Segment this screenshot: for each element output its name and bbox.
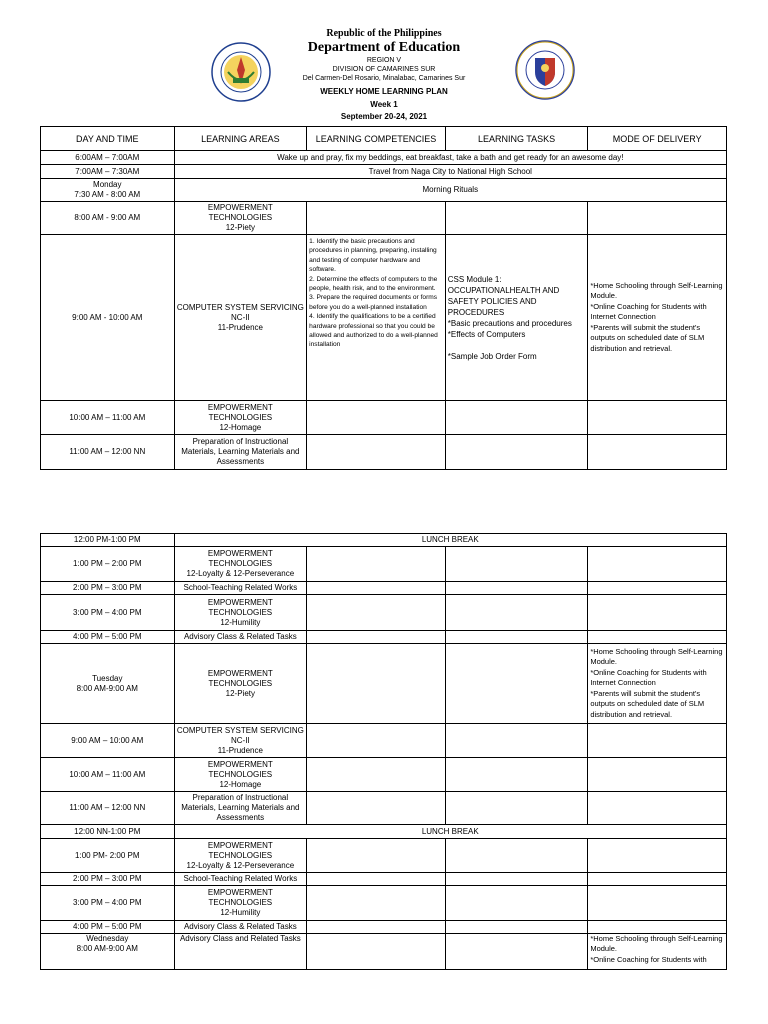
department-title: Department of Education — [307, 40, 461, 55]
time-cell: 4:00 PM – 5:00 PM — [41, 921, 175, 934]
week-label: Week 1 — [370, 100, 398, 109]
table-row — [41, 547, 727, 582]
learning-area-cell: Advisory Class & Related Tasks — [174, 921, 307, 934]
delivery-cell — [588, 435, 727, 470]
delivery-item: *Online Coaching for Students with Internet Connection — [590, 667, 707, 688]
time-cell: 12:00 NN-1:00 PM — [41, 825, 175, 839]
learning-area-cell: Advisory Class and Related Tasks — [174, 934, 307, 970]
school-seal-logo — [211, 42, 271, 102]
delivery-item: *Home Schooling through Self-Learning Module. — [590, 281, 723, 301]
time-cell: 11:00 AM – 12:00 NN — [41, 792, 175, 825]
activity-cell: Wake up and pray, fix my beddings, eat breakfast, take a bath and get ready for an awesome day! — [174, 151, 726, 165]
day-time-cell — [41, 934, 175, 970]
tasks-cell — [445, 401, 588, 435]
section-name: 12-Loyalty & 12-Perseverance — [186, 569, 295, 578]
section-name: 12-Loyalty & 12-Perseverance — [186, 860, 295, 870]
delivery-item: *Home Schooling through Self-Learning Module. — [590, 934, 723, 954]
time-cell: 1:00 PM – 2:00 PM — [41, 547, 175, 582]
learning-area-cell — [174, 886, 307, 921]
learning-area-cell — [174, 595, 307, 631]
section-name: 11-Prudence — [217, 322, 263, 332]
division-line: DIVISION OF CAMARINES SUR — [332, 66, 436, 73]
deped-seal-logo — [515, 40, 575, 100]
table-row — [41, 165, 727, 179]
table-row — [41, 921, 727, 934]
learning-area-cell: Preparation of Instructional Materials, Learning Materials and Assessments — [174, 792, 307, 825]
address-line: Del Carmen-Del Rosario, Minalabac, Camarines Sur — [302, 75, 466, 82]
table-row — [41, 534, 727, 547]
header-learning-competencies: LEARNING COMPETENCIES — [307, 127, 446, 151]
section-name: 11-Prudence — [217, 745, 263, 755]
document-header — [0, 0, 768, 124]
day-label: Tuesday — [92, 673, 123, 683]
competency-item: 3. Prepare the required documents or forms before you do a well-planned installation — [309, 294, 438, 311]
section-name: 12-Humility — [220, 908, 261, 917]
date-range: September 20-24, 2021 — [340, 112, 428, 121]
task-title: OCCUPATIONALHEALTH AND SAFETY POLICIES AND PROCEDURES — [447, 285, 560, 317]
table-row — [41, 792, 727, 825]
task-item: *Basic precautions and procedures — [447, 318, 572, 328]
task-module: CSS Module 1: — [447, 274, 502, 284]
day-label: Monday — [93, 180, 122, 189]
tasks-cell — [445, 235, 588, 401]
delivery-cell — [588, 401, 727, 435]
table-row — [41, 644, 727, 724]
subject-name: EMPOWERMENT TECHNOLOGIES — [207, 888, 273, 907]
learning-area-cell — [174, 547, 307, 582]
activity-cell: Morning Rituals — [174, 179, 726, 202]
table-row — [41, 235, 727, 401]
table-row — [41, 839, 727, 873]
subject-name: EMPOWERMENT TECHNOLOGIES — [207, 597, 273, 617]
subject-name: COMPUTER SYSTEM SERVICING NC-II — [176, 725, 304, 745]
table-row — [41, 886, 727, 921]
activity-cell: LUNCH BREAK — [174, 825, 726, 839]
competencies-cell — [307, 235, 446, 401]
time-label: 8:00 AM-9:00 AM — [76, 683, 138, 693]
time-cell: 8:00 AM - 9:00 AM — [41, 202, 175, 235]
delivery-item: *Online Coaching for Students with Internet Connection — [590, 301, 707, 322]
tasks-cell — [445, 435, 588, 470]
tasks-cell — [445, 202, 588, 235]
learning-area-cell — [174, 644, 307, 724]
table-row — [41, 934, 727, 970]
table-row — [41, 873, 727, 886]
time-cell: 2:00 PM – 3:00 PM — [41, 873, 175, 886]
day-label: Wednesday — [86, 934, 129, 943]
table-row — [41, 582, 727, 595]
competency-item: 2. Determine the effects of computers to the people, health risk, and to the environment. — [309, 275, 438, 293]
header-mode-of-delivery: MODE OF DELIVERY — [588, 127, 727, 151]
header-day-time: DAY AND TIME — [41, 127, 175, 151]
day-time-cell — [41, 179, 175, 202]
learning-area-cell — [174, 202, 307, 235]
table-header-row — [41, 127, 727, 151]
time-cell: 9:00 AM - 10:00 AM — [41, 235, 175, 401]
learning-area-cell — [174, 758, 307, 792]
table-row — [41, 151, 727, 165]
time-cell: 9:00 AM – 10:00 AM — [41, 724, 175, 758]
time-cell: 6:00AM – 7:00AM — [41, 151, 175, 165]
subject-name: EMPOWERMENT TECHNOLOGIES — [207, 759, 273, 779]
subject-name: EMPOWERMENT TECHNOLOGIES — [207, 402, 273, 422]
delivery-item: *Parents will submit the student's outputs on scheduled date of SLM distribution and retrieval. — [590, 322, 705, 353]
learning-plan-table-page2 — [40, 533, 727, 970]
time-cell: 10:00 AM – 11:00 AM — [41, 758, 175, 792]
competency-item: 4. Identify the qualifications to be a certified hardware professional so that you could be allowed and authorized to do a well-planned installation — [309, 313, 438, 349]
competency-item: 1. Identify the basic precautions and procedures in planning, preparing, installing and testing of computer hardware and software. — [309, 238, 437, 274]
time-cell: 2:00 PM – 3:00 PM — [41, 582, 175, 595]
competencies-cell — [307, 202, 446, 235]
table-row — [41, 758, 727, 792]
delivery-item: *Home Schooling through Self-Learning Module. — [590, 647, 723, 667]
activity-cell: LUNCH BREAK — [174, 534, 726, 547]
time-cell: 10:00 AM – 11:00 AM — [41, 401, 175, 435]
republic-line: Republic of the Philippines — [326, 28, 442, 39]
learning-area-cell: Advisory Class & Related Tasks — [174, 631, 307, 644]
subject-name: EMPOWERMENT TECHNOLOGIES — [207, 549, 273, 568]
learning-area-cell — [174, 235, 307, 401]
table-row — [41, 435, 727, 470]
delivery-item: *Online Coaching for Students with — [590, 954, 707, 964]
time-label: 7:30 AM - 8:00 AM — [74, 190, 141, 199]
subject-name: COMPUTER SYSTEM SERVICING NC-II — [176, 302, 304, 322]
section-name: 12-Homage — [219, 779, 262, 789]
table-row — [41, 401, 727, 435]
table-row — [41, 595, 727, 631]
table-row — [41, 724, 727, 758]
time-label: 8:00 AM-9:00 AM — [76, 944, 138, 953]
time-cell: 12:00 PM-1:00 PM — [41, 534, 175, 547]
delivery-cell — [588, 235, 727, 401]
table-row — [41, 825, 727, 839]
task-item: *Sample Job Order Form — [447, 351, 537, 361]
delivery-cell — [588, 644, 727, 724]
table-row — [41, 202, 727, 235]
time-cell: 3:00 PM – 4:00 PM — [41, 595, 175, 631]
learning-area-cell: School-Teaching Related Works — [174, 582, 307, 595]
competencies-cell — [307, 401, 446, 435]
time-cell: 4:00 PM – 5:00 PM — [41, 631, 175, 644]
time-cell: 3:00 PM – 4:00 PM — [41, 886, 175, 921]
learning-area-cell: School-Teaching Related Works — [174, 873, 307, 886]
learning-area-cell — [174, 724, 307, 758]
delivery-cell — [588, 202, 727, 235]
activity-cell: Travel from Naga City to National High School — [174, 165, 726, 179]
delivery-cell — [588, 934, 727, 970]
section-name: 12-Humility — [220, 617, 261, 627]
table-row — [41, 179, 727, 202]
plan-title: WEEKLY HOME LEARNING PLAN — [320, 87, 448, 96]
header-learning-areas: LEARNING AREAS — [174, 127, 307, 151]
section-name: 12-Piety — [225, 223, 256, 232]
learning-area-cell — [174, 839, 307, 873]
day-time-cell — [41, 644, 175, 724]
time-cell: 11:00 AM – 12:00 NN — [41, 435, 175, 470]
subject-name: EMPOWERMENT TECHNOLOGIES — [207, 668, 273, 688]
section-name: 12-Homage — [219, 422, 262, 432]
table-row — [41, 631, 727, 644]
region-line: REGION V — [366, 57, 402, 64]
learning-plan-table-page1 — [40, 126, 727, 470]
learning-area-cell: Preparation of Instructional Materials, Learning Materials and Assessments — [174, 435, 307, 470]
subject-name: EMPOWERMENT TECHNOLOGIES — [207, 840, 273, 860]
competencies-cell — [307, 435, 446, 470]
learning-area-cell — [174, 401, 307, 435]
section-name: 12-Piety — [225, 688, 256, 698]
time-cell: 7:00AM – 7:30AM — [41, 165, 175, 179]
subject-name: EMPOWERMENT TECHNOLOGIES — [207, 203, 273, 222]
task-item: *Effects of Computers — [447, 329, 526, 339]
time-cell: 1:00 PM- 2:00 PM — [41, 839, 175, 873]
delivery-item: *Parents will submit the student's outputs on scheduled date of SLM distribution and retrieval. — [590, 688, 705, 719]
header-learning-tasks: LEARNING TASKS — [445, 127, 588, 151]
